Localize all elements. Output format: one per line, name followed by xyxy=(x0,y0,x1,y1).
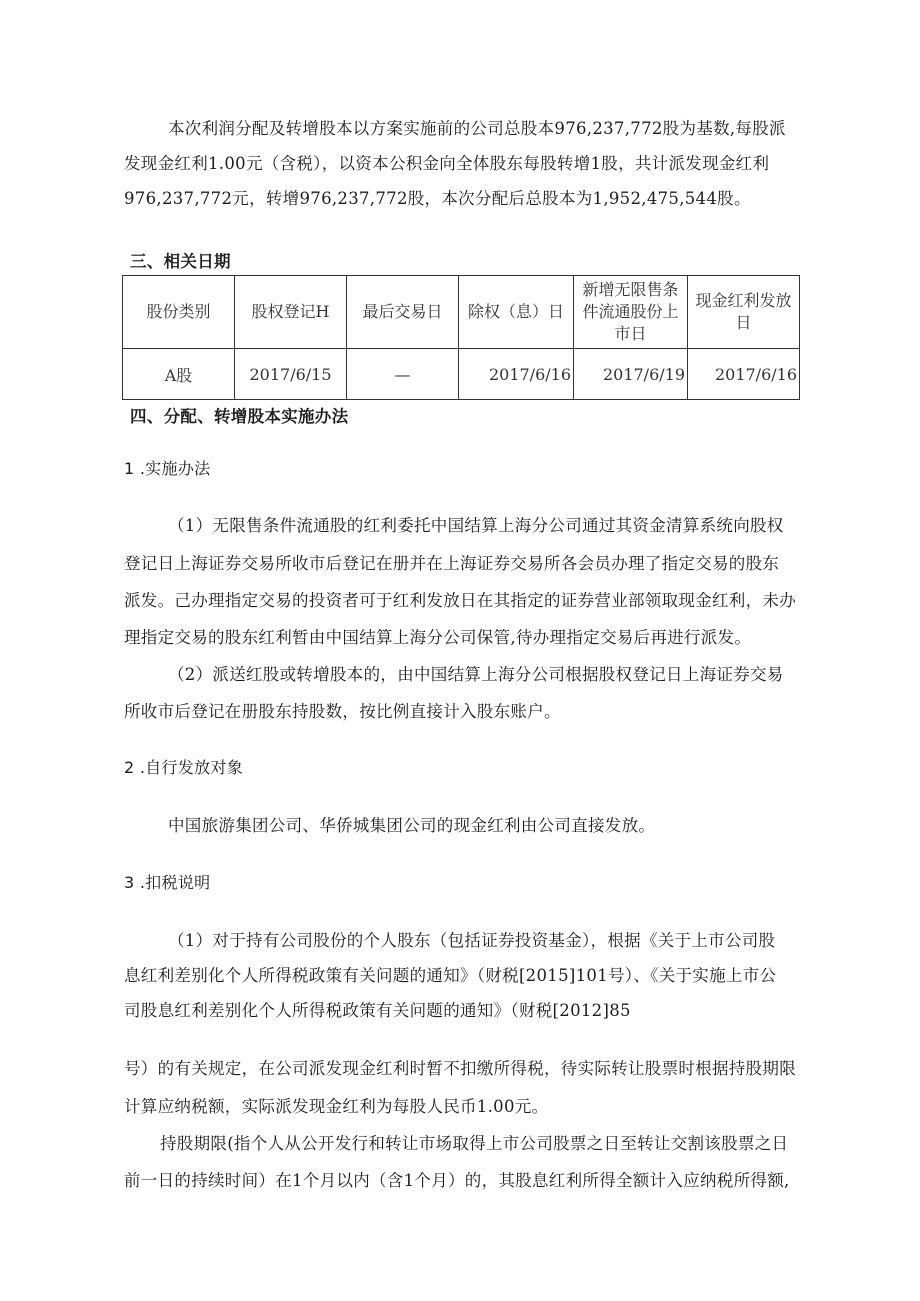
header-record-date: 股权登记H xyxy=(235,276,347,349)
sub1-para1-line-4: 理指定交易的股东红利暂由中国结算上海分公司保管,待办理指定交易后再进行派发。 xyxy=(124,628,752,647)
table-header-row xyxy=(123,276,800,349)
sub3-para1-cont-line-2: 计算应纳税额，实际派发现金红利为每股人民币1.00元。 xyxy=(124,1097,549,1116)
header-cash-dividend-payment-date xyxy=(688,276,800,349)
cell-share-class: A股 xyxy=(123,349,235,400)
related-dates-table xyxy=(122,275,800,400)
sub3-para2-line-2: 前一日的持续时间）在1个月以内（含1个月）的，其股息红利所得全额计入应纳税所得额, xyxy=(124,1171,790,1190)
sub3-para1-line-3: 司股息红利差别化个人所得税政策有关问题的通知》（财税[2012]85 xyxy=(124,1001,631,1020)
sub1-para1-line-3: 派发。己办理指定交易的投资者可于红利发放日在其指定的证券营业部领取现金红利，未办 xyxy=(124,591,796,610)
cell-last-trading-day: — xyxy=(347,349,459,400)
section-heading-related-dates: 三、相关日期 xyxy=(130,252,231,271)
sub1-para2-line-1: （2）派送红股或转增股本的，由中国结算上海分公司根据股权登记日上海证券交易 xyxy=(168,665,784,684)
header-listing-line-3: 市日 xyxy=(614,324,647,343)
header-payment-line-1: 现金红利发放 xyxy=(695,291,792,310)
header-share-class: 股份类别 xyxy=(123,276,235,349)
sub1-para1-line-1: （1）无限售条件流通股的红利委托中国结算上海分公司通过其资金清算系统向股权 xyxy=(168,516,784,535)
sub1-para2-line-2: 所收市后登记在册股东持股数，按比例直接计入股东账户。 xyxy=(124,702,561,721)
header-new-shares-listing-date xyxy=(574,276,688,349)
header-listing-line-2: 件流通股份上 xyxy=(582,302,679,321)
header-payment-line-2: 日 xyxy=(735,313,752,332)
intro-line-2: 发现金红利1.00元（含税），以资本公积金向全体股东每股转增1股，共计派发现金红利 xyxy=(124,154,770,173)
intro-line-1: 本次利润分配及转增股本以方案实施前的公司总股本976,237,772股为基数,每股派 xyxy=(168,119,786,138)
header-last-trading-day: 最后交易日 xyxy=(347,276,459,349)
cell-ex-dividend-date: 2017/6/16 xyxy=(459,349,574,400)
cell-new-shares-listing-date: 2017/6/19 xyxy=(574,349,688,400)
subsection-title-implementation-method: 1 .实施办法 xyxy=(124,459,211,478)
sub2-para: 中国旅游集团公司、华侨城集团公司的现金红利由公司直接发放。 xyxy=(168,816,656,835)
sub1-para1-line-2: 登记日上海证券交易所收市后登记在册并在上海证券交易所各会员办理了指定交易的股东 xyxy=(124,554,780,573)
sub3-para2-line-1: 持股期限(指个人从公开发行和转让市场取得上市公司股票之日至转让交割该股票之日 xyxy=(160,1134,789,1153)
subsection-title-self-distribution: 2 .自行发放对象 xyxy=(124,758,244,777)
sub3-para1-line-2: 息红利差别化个人所得税政策有关问题的通知》（财税[2015]101号）、《关于实施上市公 xyxy=(124,966,777,985)
cell-cash-dividend-payment-date: 2017/6/16 xyxy=(688,349,800,400)
intro-line-3: 976,237,772元，转增976,237,772股，本次分配后总股本为1,952,475,544股。 xyxy=(124,189,751,208)
cell-record-date: 2017/6/15 xyxy=(235,349,347,400)
sub3-para1-line-1: （1）对于持有公司股份的个人股东（包括证券投资基金），根据《关于上市公司股 xyxy=(168,931,776,950)
section-heading-implementation: 四、分配、转增股本实施办法 xyxy=(130,407,349,426)
header-listing-line-1: 新增无限售条 xyxy=(582,280,679,299)
header-ex-dividend-date: 除权（息）日 xyxy=(459,276,574,349)
table-row xyxy=(123,349,800,400)
sub3-para1-cont-line-1: 号）的有关规定，在公司派发现金红利时暂不扣缴所得税，待实际转让股票时根据持股期限 xyxy=(124,1059,796,1078)
subsection-title-tax-withholding: 3 .扣税说明 xyxy=(124,873,211,892)
